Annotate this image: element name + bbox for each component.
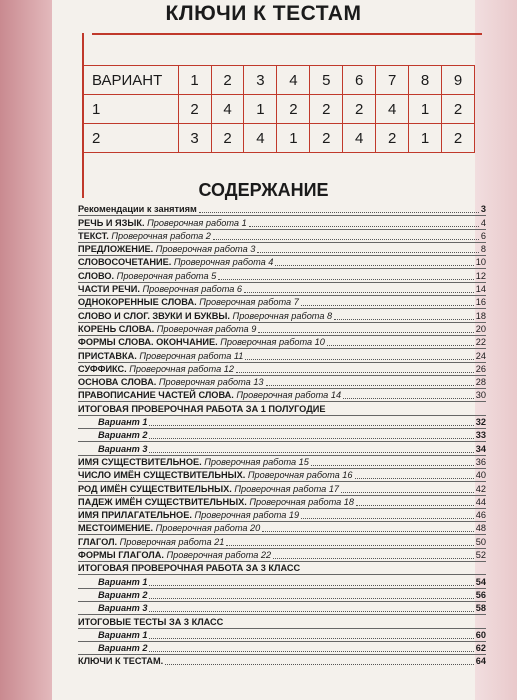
toc-entry-title — [78, 204, 197, 215]
toc-page-number: 56 — [475, 589, 486, 600]
toc-section-name: ФОРМЫ СЛОВА. ОКОНЧАНИЕ. — [78, 337, 218, 348]
toc-page-number: 33 — [475, 430, 486, 441]
toc-leader-dots — [226, 545, 473, 546]
toc-entry — [78, 629, 486, 642]
toc-entry — [78, 203, 486, 216]
toc-section-name: СУФФИКС. — [78, 363, 127, 374]
key-table-cell: 1 — [409, 124, 442, 153]
toc-leader-dots — [249, 226, 479, 227]
toc-entry — [78, 655, 486, 667]
toc-entry — [78, 496, 486, 509]
toc-work-name: Проверочная работа 1 — [144, 217, 247, 228]
toc-entry-title — [78, 297, 299, 308]
toc-leader-dots — [275, 265, 473, 266]
toc-entry — [78, 416, 486, 429]
toc-section-name: ПРЕДЛОЖЕНИЕ. — [78, 244, 154, 255]
toc-leader-dots — [327, 345, 474, 346]
toc-work-name: Проверочная работа 17 — [231, 483, 340, 494]
toc-leader-dots — [301, 305, 474, 306]
toc-entry — [78, 402, 486, 415]
toc-entry-title — [98, 417, 147, 428]
toc-entry — [78, 535, 486, 548]
toc-work-name: Проверочная работа 22 — [163, 550, 272, 561]
toc-entry — [78, 589, 486, 602]
toc-work-name: Проверочная работа 19 — [191, 510, 300, 521]
toc-page-number: 16 — [475, 297, 486, 308]
toc-section-name: КЛЮЧИ К ТЕСТАМ. — [78, 656, 164, 667]
toc-section-name: ПРАВОПИСАНИЕ ЧАСТЕЙ СЛОВА. — [78, 390, 234, 401]
key-table-cell: 4 — [376, 95, 409, 124]
toc-page-number: 62 — [475, 643, 486, 654]
toc-entry-title — [78, 284, 242, 295]
toc-entry — [78, 562, 486, 575]
toc-work-name: Проверочная работа 8 — [229, 310, 333, 321]
toc-work-name: Проверочная работа 16 — [245, 470, 353, 481]
toc-work-name: Проверочная работа 6 — [139, 284, 243, 295]
toc-entry-title — [78, 377, 264, 388]
page-sheet — [52, 0, 486, 700]
toc-section-name: Вариант 1 — [98, 629, 148, 640]
toc-leader-dots — [258, 332, 473, 333]
key-table-cell: 4 — [343, 124, 376, 153]
toc-entry — [78, 522, 486, 535]
toc-section-name: РОД ИМЁН СУЩЕСТВИТЕЛЬНЫХ. — [78, 483, 232, 494]
toc-page-number: 8 — [480, 244, 486, 255]
toc-work-name: Проверочная работа 4 — [171, 257, 274, 268]
toc-entry — [78, 256, 486, 269]
toc-leader-dots — [149, 452, 473, 453]
toc-page-number: 14 — [475, 284, 486, 295]
toc-page-number: 12 — [475, 270, 486, 281]
toc-page-number: 42 — [475, 483, 486, 494]
key-table-cell: 9 — [442, 66, 475, 95]
key-table-cell: 2 — [277, 95, 310, 124]
toc-page-number: 30 — [475, 390, 486, 401]
toc-section-name: Вариант 2 — [98, 589, 148, 600]
toc-work-name: Проверочная работа 10 — [217, 337, 325, 348]
toc-page-number: 48 — [475, 523, 486, 534]
key-table-row — [84, 95, 475, 124]
toc-leader-dots — [301, 518, 474, 519]
toc-page-number: 6 — [480, 230, 486, 241]
toc-leader-dots — [199, 212, 479, 213]
toc-entry-title — [98, 444, 147, 455]
toc-section-name: СЛОВО. — [78, 270, 115, 281]
key-table-variant-cell: 1 — [84, 95, 179, 124]
key-table-cell: 1 — [178, 66, 211, 95]
toc-leader-dots — [266, 385, 474, 386]
toc-work-name: Проверочная работа 20 — [153, 523, 261, 534]
key-table-cell: 3 — [244, 66, 277, 95]
toc-page-number: 4 — [480, 217, 486, 228]
toc-leader-dots — [262, 531, 473, 532]
toc-entry-title — [78, 337, 325, 348]
toc-entry — [78, 376, 486, 389]
toc-section-name: ПРИСТАВКА. — [78, 350, 137, 361]
toc-page-number: 52 — [475, 550, 486, 561]
key-table-cell: 2 — [211, 124, 244, 153]
toc-entry-title — [98, 630, 147, 641]
toc-entry-title — [78, 231, 211, 242]
key-table-cell: 2 — [211, 66, 244, 95]
key-table-cell: 3 — [178, 124, 211, 153]
toc-leader-dots — [165, 664, 474, 665]
toc-page-number: 58 — [475, 603, 486, 614]
toc-section-name: Вариант 3 — [98, 443, 148, 454]
key-table-cell: 8 — [409, 66, 442, 95]
toc-leader-dots — [355, 478, 474, 479]
toc-section-name: Вариант 2 — [98, 643, 148, 654]
toc-leader-dots — [149, 438, 473, 439]
toc-entry — [78, 323, 486, 336]
toc-section-name: ТЕКСТ. — [78, 230, 109, 241]
toc-section-name: Вариант 2 — [98, 430, 148, 441]
toc-leader-dots — [343, 398, 474, 399]
toc-section-name: Вариант 1 — [98, 576, 148, 587]
toc-entry-title — [78, 656, 163, 667]
toc-entry-title — [98, 603, 147, 614]
toc-work-name: Проверочная работа 2 — [108, 230, 211, 241]
toc-entry — [78, 216, 486, 229]
toc-section-name: СЛОВО И СЛОГ. ЗВУКИ И БУКВЫ. — [78, 310, 230, 321]
toc-section-name: Вариант 1 — [98, 417, 148, 428]
toc-work-name: Проверочная работа 21 — [117, 536, 225, 547]
key-table-cell: 2 — [310, 95, 343, 124]
toc-entry-title — [98, 577, 147, 588]
toc-page-number: 20 — [475, 323, 486, 334]
toc-section-name: ФОРМЫ ГЛАГОЛА. — [78, 550, 164, 561]
toc-leader-dots — [213, 239, 479, 240]
toc-entry-title — [78, 457, 309, 468]
toc-leader-dots — [334, 319, 474, 320]
toc-entry-title — [78, 364, 234, 375]
page-title: КЛЮЧИ К ТЕСТАМ — [165, 2, 362, 25]
toc-leader-dots — [244, 292, 474, 293]
toc-work-name: Проверочная работа 7 — [196, 297, 299, 308]
toc-section-name: ОДНОКОРЕННЫЕ СЛОВА. — [78, 297, 197, 308]
toc-entry — [78, 269, 486, 282]
toc-work-name: Проверочная работа 3 — [153, 244, 256, 255]
toc-section-name: МЕСТОИМЕНИЕ. — [78, 523, 154, 534]
contents-heading: СОДЕРЖАНИЕ — [198, 180, 329, 200]
toc-section-name: ГЛАГОЛ. — [78, 536, 118, 547]
toc-entry-title — [78, 218, 247, 229]
toc-entry-title — [78, 537, 224, 548]
key-table-header-row — [84, 66, 475, 95]
toc-leader-dots — [356, 505, 474, 506]
toc-entry — [78, 309, 486, 322]
toc-page-number: 50 — [475, 536, 486, 547]
left-pink-margin — [0, 0, 52, 700]
toc-section-name: ЧИСЛО ИМЁН СУЩЕСТВИТЕЛЬНЫХ. — [78, 470, 246, 481]
toc-entry-title — [78, 311, 332, 322]
answer-key-table — [83, 65, 475, 153]
key-table-cell: 2 — [376, 124, 409, 153]
toc-entry-title — [78, 244, 255, 255]
key-table-cell: 2 — [310, 124, 343, 153]
key-table-variant-cell: 2 — [84, 124, 179, 153]
key-table-cell: 1 — [409, 95, 442, 124]
toc-page-number: 36 — [475, 456, 486, 467]
toc-entry — [78, 442, 486, 455]
toc-entry — [78, 363, 486, 376]
toc-section-name: ИТОГОВАЯ ПРОВЕРОЧНАЯ РАБОТА ЗА 1 ПОЛУГОДИЕ — [78, 403, 326, 414]
key-table-cell: 5 — [310, 66, 343, 95]
toc-leader-dots — [311, 465, 474, 466]
toc-entry-title — [78, 470, 353, 481]
toc-leader-dots — [341, 492, 474, 493]
toc-entry-title — [78, 617, 223, 628]
toc-section-name: ИТОГОВЫЕ ТЕСТЫ ЗА 3 КЛАСС — [78, 616, 224, 627]
toc-entry — [78, 283, 486, 296]
toc-page-number: 32 — [475, 417, 486, 428]
toc-leader-dots — [218, 279, 474, 280]
toc-leader-dots — [257, 252, 479, 253]
toc-entry-title — [78, 404, 326, 415]
toc-page-number: 60 — [475, 629, 486, 640]
toc-entry — [78, 230, 486, 243]
toc-entry — [78, 336, 486, 349]
toc-page-number: 26 — [475, 363, 486, 374]
toc-page-number: 10 — [475, 257, 486, 268]
toc-entry-title — [98, 590, 147, 601]
toc-section-name: КОРЕНЬ СЛОВА. — [78, 323, 155, 334]
toc-entry — [78, 456, 486, 469]
toc-leader-dots — [245, 359, 473, 360]
title-divider — [92, 33, 482, 35]
toc-section-name: ИМЯ ПРИЛАГАТЕЛЬНОЕ. — [78, 510, 192, 521]
toc-entry-title — [98, 430, 147, 441]
toc-section-name: Рекомендации к занятиям — [78, 204, 197, 215]
toc-entry — [78, 615, 486, 628]
key-table-cell: 2 — [442, 124, 475, 153]
toc-entry-title — [78, 351, 243, 362]
toc-entry-title — [78, 324, 256, 335]
toc-work-name: Проверочная работа 11 — [136, 350, 244, 361]
toc-entry-title — [78, 523, 260, 534]
toc-entry-title — [78, 510, 299, 521]
toc-page-number: 40 — [475, 470, 486, 481]
toc-leader-dots — [149, 585, 473, 586]
toc-work-name: Проверочная работа 15 — [201, 456, 309, 467]
toc-entry-title — [78, 390, 341, 401]
toc-page-number: 54 — [475, 576, 486, 587]
key-table-cell: 2 — [442, 95, 475, 124]
toc-entry-title — [78, 550, 271, 561]
toc-page-number: 64 — [475, 656, 486, 667]
toc-page-number: 34 — [475, 443, 486, 454]
key-table-cell: 1 — [244, 95, 277, 124]
toc-entry — [78, 642, 486, 655]
toc-section-name: ИТОГОВАЯ ПРОВЕРОЧНАЯ РАБОТА ЗА 3 КЛАСС — [78, 563, 301, 574]
key-table-row — [84, 124, 475, 153]
toc-section-name: ОСНОВА СЛОВА. — [78, 377, 157, 388]
toc-work-name: Проверочная работа 14 — [233, 390, 342, 401]
toc-section-name: СЛОВОСОЧЕТАНИЕ. — [78, 257, 172, 268]
toc-section-name: ЧАСТИ РЕЧИ. — [78, 284, 140, 295]
toc-page-number: 46 — [475, 510, 486, 521]
toc-entry — [78, 575, 486, 588]
toc-entry-title — [78, 271, 216, 282]
key-table-cell: 2 — [178, 95, 211, 124]
toc-leader-dots — [236, 372, 474, 373]
toc-page-number: 28 — [475, 377, 486, 388]
toc-entry-title — [98, 643, 147, 654]
key-table-variant-cell: ВАРИАНТ — [84, 66, 179, 95]
toc-work-name: Проверочная работа 18 — [246, 496, 355, 507]
toc-page-number: 44 — [475, 496, 486, 507]
key-table-cell: 7 — [376, 66, 409, 95]
toc-entry — [78, 509, 486, 522]
toc-entry — [78, 429, 486, 442]
toc-page-number: 24 — [475, 350, 486, 361]
table-of-contents — [78, 203, 486, 667]
toc-entry — [78, 243, 486, 256]
toc-entry — [78, 482, 486, 495]
toc-work-name: Проверочная работа 12 — [126, 363, 234, 374]
toc-entry — [78, 469, 486, 482]
toc-entry-title — [78, 484, 339, 495]
toc-section-name: ИМЯ СУЩЕСТВИТЕЛЬНОЕ. — [78, 456, 202, 467]
toc-leader-dots — [149, 638, 473, 639]
toc-page-number: 22 — [475, 337, 486, 348]
toc-page-number: 3 — [480, 204, 486, 215]
key-table-cell: 4 — [277, 66, 310, 95]
toc-entry-title — [78, 497, 354, 508]
key-table-cell: 4 — [211, 95, 244, 124]
key-table-cell: 2 — [343, 95, 376, 124]
key-table-cell: 1 — [277, 124, 310, 153]
toc-entry-title — [78, 257, 273, 268]
toc-entry — [78, 549, 486, 562]
toc-page-number: 18 — [475, 310, 486, 321]
toc-entry — [78, 349, 486, 362]
toc-leader-dots — [149, 425, 473, 426]
key-table-cell: 6 — [343, 66, 376, 95]
toc-leader-dots — [149, 651, 473, 652]
toc-leader-dots — [273, 558, 474, 559]
toc-entry-title — [78, 563, 300, 574]
toc-leader-dots — [149, 598, 473, 599]
toc-entry — [78, 296, 486, 309]
toc-entry — [78, 602, 486, 615]
toc-work-name: Проверочная работа 13 — [156, 377, 264, 388]
toc-entry — [78, 389, 486, 402]
toc-work-name: Проверочная работа 9 — [154, 323, 257, 334]
key-table-cell: 4 — [244, 124, 277, 153]
toc-leader-dots — [149, 611, 473, 612]
toc-work-name: Проверочная работа 5 — [114, 270, 217, 281]
toc-section-name: ПАДЕЖ ИМЁН СУЩЕСТВИТЕЛЬНЫХ. — [78, 496, 247, 507]
toc-section-name: РЕЧЬ И ЯЗЫК. — [78, 217, 145, 228]
toc-section-name: Вариант 3 — [98, 603, 148, 614]
